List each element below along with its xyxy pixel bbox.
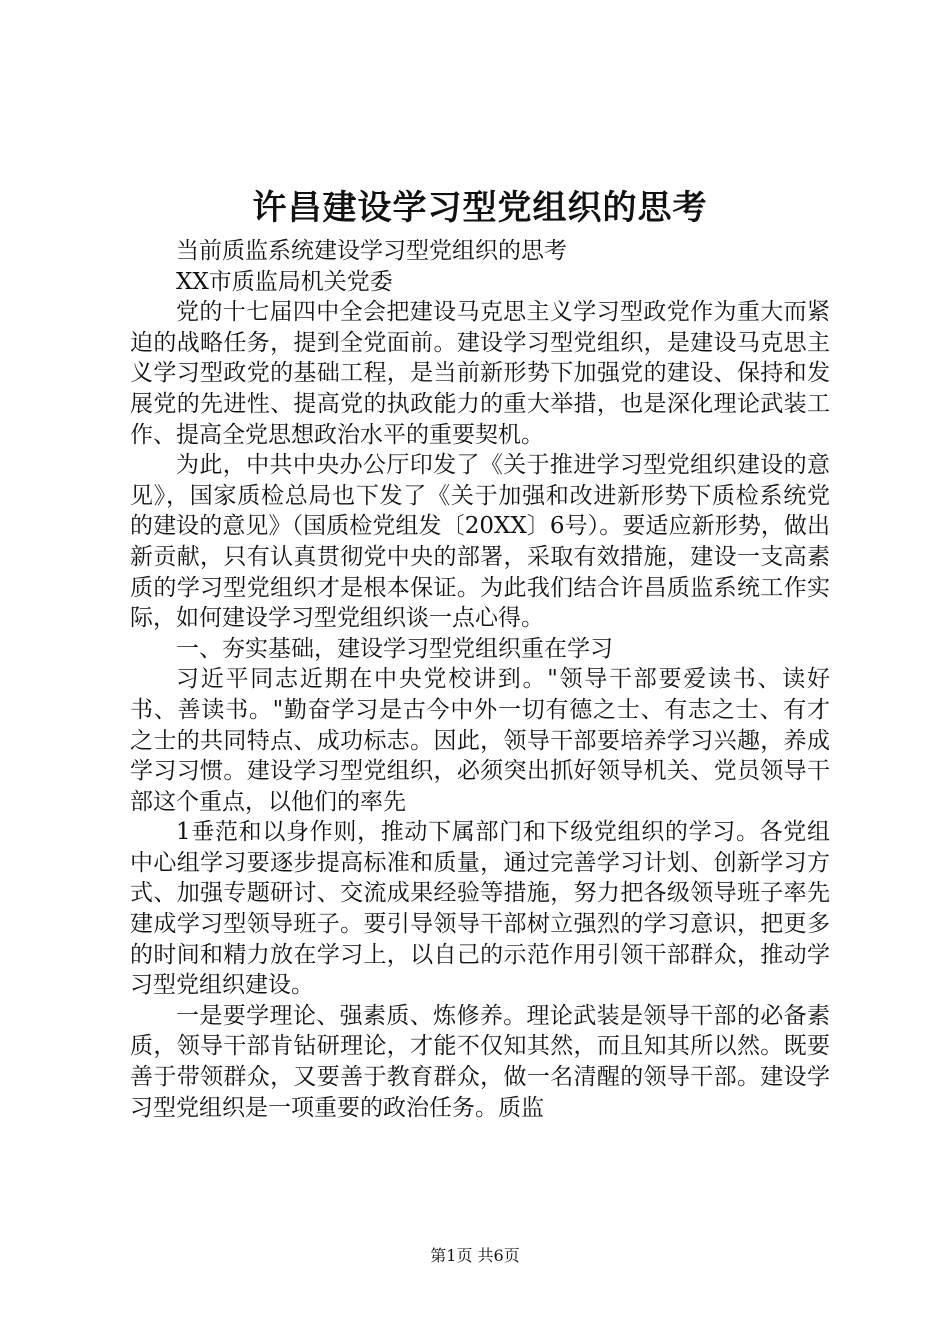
paragraph: 习近平同志近期在中央党校讲到。"领导干部要爱读书、读好书、善读书。"勤奋学习是古今中外一切有德之士、有志之士、有才之士的共同特点、成功标志。因此，领导干部要培养学习兴趣，养成学习习惯。建设学习型党组织，必须突出抓好领导机关、党员领导干部这个重点，以他们的率先 xyxy=(130,666,830,815)
paragraph-author: XX市质监局机关党委 xyxy=(176,268,393,295)
page-footer: 第1页 共6页 xyxy=(430,1246,520,1265)
paragraph: 为此，中共中央办公厅印发了《关于推进学习型党组织建设的意见》，国家质检总局也下发了《关于加强和改进新形势下质检系统党的建设的意见》（国质检党组发〔20XX〕6号）。要适应新形势，做出新贡献，只有认真贯彻党中央的部署，采取有效措施，建设一支高素质的学习型党组织才是根本保证。为此我们结合许昌质监系统工作实际，如何建设学习型党组织谈一点心得。 xyxy=(130,452,830,632)
document-body xyxy=(130,236,830,1123)
paragraph: 党的十七届四中全会把建设马克思主义学习型政党作为重大而紧迫的战略任务，提到全党面前。建设学习型党组织，是建设马克思主义学习型政党的基础工程，是当前新形势下加强党的建设、保持和发展党的先进性、提高党的执政能力的重大举措，也是深化理论武装工作、提高全党思想政治水平的重要契机。 xyxy=(130,299,830,448)
section-heading: 一、夯实基础，建设学习型党组织重在学习 xyxy=(176,635,613,662)
paragraph-subtitle: 当前质监系统建设学习型党组织的思考 xyxy=(176,238,567,264)
document-title: 许昌建设学习型党组织的思考 xyxy=(252,188,708,228)
paragraph: 1垂范和以身作则，推动下属部门和下级党组织的学习。各党组中心组学习要逐步提高标准和质量，通过完善学习计划、创新学习方式、加强专题研讨、交流成果经验等措施，努力把各级领导班子率先建成学习型领导班子。要引导领导干部树立强烈的学习意识，把更多的时间和精力放在学习上，以自己的示范作用引领干部群众，推动学习型党组织建设。 xyxy=(130,819,830,999)
paragraph: 一是要学理论、强素质、炼修养。理论武装是领导干部的必备素质，领导干部肯钻研理论，才能不仅知其然，而且知其所以然。既要善于带领群众，又要善于教育群众，做一名清醒的领导干部。建设学习型党组织是一项重要的政治任务。质监 xyxy=(130,1002,830,1121)
